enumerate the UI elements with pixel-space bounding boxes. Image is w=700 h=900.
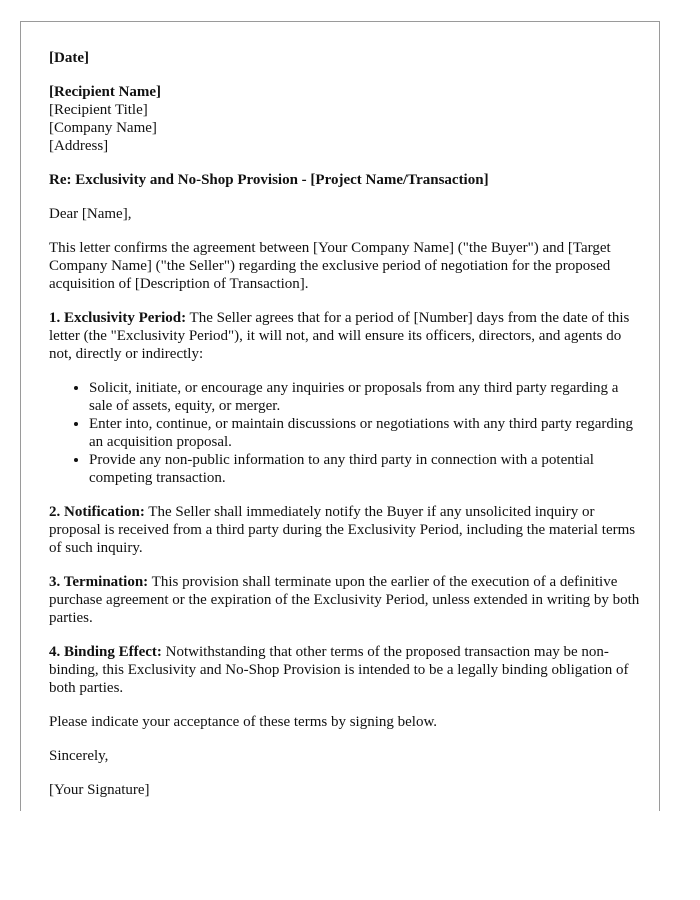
- section-text: Notwithstanding that other terms of the proposed transaction may be non-binding, this Exclusivity and No-Shop Provision is intended to be a legally binding obligation of both parties.: [49, 644, 629, 696]
- letter-date: [Date]: [49, 50, 89, 66]
- section-notification: [49, 503, 641, 557]
- intro-paragraph: This letter confirms the agreement between [Your Company Name] ("the Buyer") and [Target Company Name] ("the Seller") regarding the exclusive period of negotiation for the proposed acquisition of [Description of Transaction].: [49, 240, 611, 292]
- section-heading: 2. Notification:: [49, 504, 145, 520]
- section-heading: 1. Exclusivity Period:: [49, 310, 187, 326]
- acceptance-paragraph: Please indicate your acceptance of these terms by signing below.: [49, 714, 438, 730]
- closing: Sincerely,: [49, 748, 109, 764]
- subject-line: Re: Exclusivity and No-Shop Provision - [Project Name/Transaction]: [49, 172, 489, 188]
- recipient-name: [Recipient Name]: [49, 84, 162, 100]
- section-text: The Seller agrees that for a period of [Number] days from the date of this letter (the "Exclusivity Period"), it will not, and will ensure its officers, directors, and agents do not, directly or indirectly:: [49, 310, 630, 362]
- restriction-list: [49, 379, 641, 487]
- recipient-block: [49, 83, 641, 155]
- list-item: • Enter into, continue, or maintain discussions or negotiations with any third party regarding an acquisition proposal.: [89, 415, 641, 451]
- list-item: • Provide any non-public information to any third party in connection with a potential competing transaction.: [89, 451, 641, 487]
- section-termination: [49, 573, 641, 627]
- recipient-company: [Company Name]: [49, 120, 157, 136]
- section-exclusivity-period: [49, 309, 641, 363]
- recipient-address: [Address]: [49, 138, 109, 154]
- section-binding-effect: [49, 643, 641, 697]
- section-text: The Seller shall immediately notify the Buyer if any unsolicited inquiry or proposal is received from a third party during the Exclusivity Period, including the material terms of such inquiry.: [49, 504, 636, 556]
- section-heading: 3. Termination:: [49, 574, 149, 590]
- recipient-title: [Recipient Title]: [49, 102, 148, 118]
- section-heading: 4. Binding Effect:: [49, 644, 162, 660]
- section-text: This provision shall terminate upon the earlier of the execution of a definitive purchase agreement or the expiration of the Exclusivity Period, unless extended in writing by both parties.: [49, 574, 640, 626]
- signature: [Your Signature]: [49, 782, 150, 798]
- list-item: • Solicit, initiate, or encourage any inquiries or proposals from any third party regarding a sale of assets, equity, or merger.: [89, 379, 641, 415]
- letter-body: [49, 49, 641, 815]
- salutation: Dear [Name],: [49, 206, 132, 222]
- letter-page: [20, 21, 660, 811]
